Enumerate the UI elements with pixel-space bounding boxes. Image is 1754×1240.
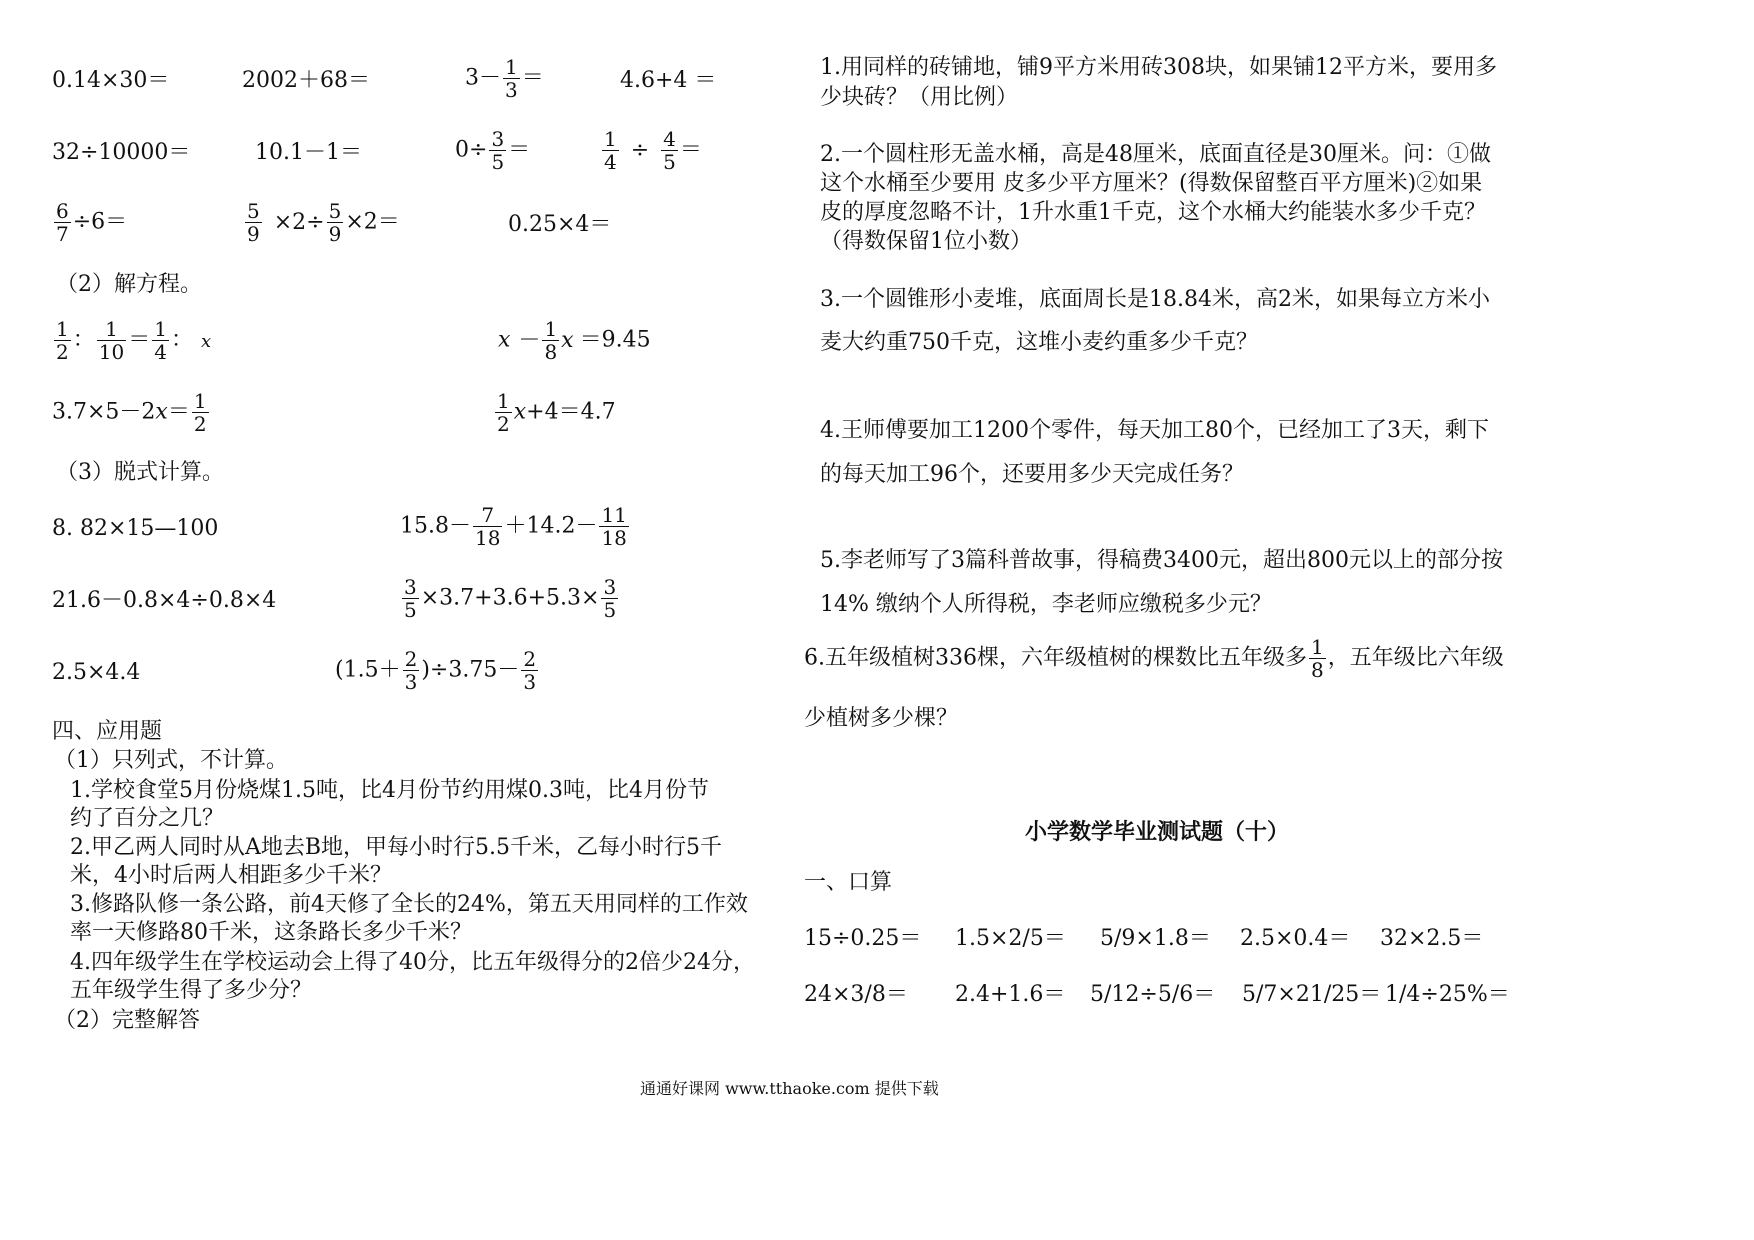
problem-line: 3.修路队修一条公路，前4天修了全长的24%，第五天用同样的工作效 — [70, 892, 748, 917]
expr-text: ＝ — [128, 327, 151, 353]
fraction: $\frac{1}{10}$ — [98, 317, 125, 364]
problem-line: 1.用同样的砖铺地，铺9平方米用砖308块，如果铺12平方米，要用多 — [820, 55, 1497, 80]
expr-text: － — [518, 327, 541, 353]
section-heading: 四、应用题 — [52, 719, 163, 744]
section-heading: 一、口算 — [804, 870, 893, 895]
variable: x — [513, 399, 527, 425]
problem-line: 米，4小时后两人相距多少千米？ — [70, 863, 392, 888]
fraction: $\frac{1}{3}$ — [505, 55, 518, 102]
calc-item: 8. 82×15—100 — [52, 516, 219, 541]
expr-text: )÷3.75－ — [421, 657, 520, 683]
oral-item — [52, 200, 127, 245]
fraction: $\frac{3}{5}$ — [404, 575, 417, 622]
fraction: $\frac{6}{7}$ — [56, 199, 69, 246]
problem-line — [804, 636, 1504, 681]
problem-line: 约了百分之几？ — [70, 806, 225, 831]
problem-line: 1.学校食堂5月份烧煤1.5吨，比4月份节约用煤0.3吨，比4月份节 — [70, 778, 709, 803]
oral-item: 24×3/8＝ — [804, 982, 908, 1007]
oral-item: 0.25×4＝ — [508, 212, 612, 237]
subsection-heading: （1）只列式，不计算。 — [54, 748, 288, 773]
problem-line: 的每天加工96个，还要用多少天完成任务？ — [820, 462, 1244, 487]
expr-text: 6.五年级植树336棵，六年级植树的棵数比五年级多 — [804, 645, 1307, 671]
oral-item: 1.5×2/5＝ — [955, 926, 1066, 951]
problem-line: 5.李老师写了3篇科普故事，得稿费3400元，超出800元以上的部分按 — [820, 548, 1503, 573]
calc-item — [400, 576, 620, 621]
calc-item: 2.5×4.4 — [52, 660, 141, 685]
expr-text: ÷6＝ — [72, 209, 128, 235]
problem-line: 这个水桶至少要用 皮多少平方厘米？(得数保留整百平方厘米)②如果 — [820, 171, 1483, 196]
problem-line: 少块砖？（用比例） — [820, 85, 1019, 110]
oral-item: 2.4+1.6＝ — [955, 982, 1066, 1007]
expr-text: ×3.7+3.6+5.3× — [420, 585, 600, 611]
subsection-heading: （2）完整解答 — [54, 1008, 200, 1033]
oral-item — [243, 200, 400, 245]
oral-item: 5/7×21/25＝ — [1242, 982, 1382, 1007]
expr-text: ： — [170, 327, 193, 353]
expr-text: ＝ — [679, 137, 702, 163]
expr-text: ＝ — [167, 399, 190, 425]
fraction: $\frac{1}{8}$ — [1310, 635, 1324, 682]
oral-item: 2002＋68＝ — [242, 68, 370, 93]
expr-text: ÷ — [630, 137, 650, 163]
problem-line: 3.一个圆锥形小麦堆，底面周长是18.84米，高2米，如果每立方米小 — [820, 287, 1490, 312]
expr-text: ＝ — [521, 65, 544, 91]
fraction: $\frac{2}{3}$ — [404, 647, 418, 694]
fraction: $\frac{1}{2}$ — [193, 389, 207, 436]
oral-item: 1/4÷25%＝ — [1385, 982, 1510, 1007]
oral-item: 15÷0.25＝ — [804, 926, 922, 951]
problem-line: （得数保留1位小数） — [820, 229, 1032, 254]
oral-item: 5/9×1.8＝ — [1100, 926, 1211, 951]
fraction: $\frac{3}{5}$ — [491, 127, 505, 174]
calc-item — [400, 504, 631, 549]
fraction: $\frac{1}{4}$ — [154, 317, 167, 364]
problem-line: 率一天修路80千米，这条路长多少千米？ — [70, 920, 472, 945]
section-heading: （3）脱式计算。 — [56, 460, 224, 485]
fraction: $\frac{7}{18}$ — [475, 503, 501, 550]
expr-text: 3.7×5－2 — [52, 399, 156, 425]
equation — [493, 390, 616, 435]
fraction: $\frac{4}{5}$ — [663, 127, 676, 174]
expr-text: 0÷ — [455, 137, 488, 163]
fraction: $\frac{1}{8}$ — [544, 317, 558, 364]
oral-item: 2.5×0.4＝ — [1240, 926, 1351, 951]
problem-line: 五年级学生得了多少分？ — [70, 978, 313, 1003]
oral-item: 4.6+4 ＝ — [620, 68, 717, 93]
expr-text: ×2＝ — [345, 209, 400, 235]
problem-line: 麦大约重750千克，这堆小麦约重多少千克？ — [820, 330, 1258, 355]
variable: x — [200, 330, 212, 352]
fraction: $\frac{11}{18}$ — [601, 503, 627, 550]
oral-item — [600, 128, 702, 173]
variable: x — [498, 327, 511, 353]
expr-text: +4＝4.7 — [526, 399, 616, 425]
expr-text: (1.5＋ — [335, 657, 401, 683]
equation — [498, 318, 651, 363]
expr-text: ＝ — [508, 137, 531, 163]
expr-text: 3－ — [465, 65, 501, 91]
variable: x — [155, 399, 168, 425]
fraction: $\frac{5}{9}$ — [328, 199, 342, 246]
calc-item: 21.6－0.8×4÷0.8×4 — [52, 588, 277, 613]
fraction: $\frac{1}{2}$ — [56, 317, 69, 364]
section-heading: （2）解方程。 — [56, 272, 202, 297]
expr-text: ，五年级比六年级 — [1327, 645, 1504, 671]
problem-line: 2.甲乙两人同时从A地去B地，甲每小时行5.5千米，乙每小时行5千 — [70, 835, 723, 860]
page-footer: 通通好课网 www.tthaoke.com 提供下载 — [640, 1079, 939, 1098]
problem-line: 14% 缴纳个人所得税，李老师应缴税多少元？ — [820, 592, 1272, 617]
expr-text: ： — [72, 327, 95, 353]
oral-item — [465, 56, 544, 101]
problem-line: 2.一个圆柱形无盖水桶，高是48厘米，底面直径是30厘米。问：①做 — [820, 142, 1491, 167]
problem-line: 4.王师傅要加工1200个零件，每天加工80个，已经加工了3天，剩下 — [820, 418, 1489, 443]
expr-text: 15.8－ — [400, 513, 471, 539]
oral-item: 10.1－1＝ — [255, 140, 362, 165]
problem-line: 皮的厚度忽略不计，1升水重1千克，这个水桶大约能装水多少千克？ — [820, 200, 1486, 225]
expr-text: ×2÷ — [273, 209, 325, 235]
fraction: $\frac{3}{5}$ — [603, 575, 617, 622]
expr-text: ＝9.45 — [579, 327, 651, 353]
fraction: $\frac{5}{9}$ — [247, 199, 260, 246]
problem-line: 4.四年级学生在学校运动会上得了40分，比五年级得分的2倍少24分， — [70, 950, 755, 975]
problem-line: 少植树多少棵？ — [804, 706, 959, 731]
oral-item: 32÷10000＝ — [52, 140, 191, 165]
fraction: $\frac{2}{3}$ — [523, 647, 537, 694]
equation — [52, 318, 211, 363]
oral-item: 0.14×30＝ — [52, 68, 170, 93]
expr-text: ＋14.2－ — [504, 513, 598, 539]
oral-item: 32×2.5＝ — [1380, 926, 1484, 951]
equation — [52, 390, 211, 435]
oral-item: 5/12÷5/6＝ — [1090, 982, 1216, 1007]
oral-item — [455, 128, 530, 173]
fraction: $\frac{1}{4}$ — [604, 127, 617, 174]
fraction: $\frac{1}{2}$ — [497, 389, 510, 436]
exam-title: 小学数学毕业测试题（十） — [1025, 820, 1290, 845]
calc-item — [335, 648, 540, 693]
variable: x — [561, 327, 574, 353]
